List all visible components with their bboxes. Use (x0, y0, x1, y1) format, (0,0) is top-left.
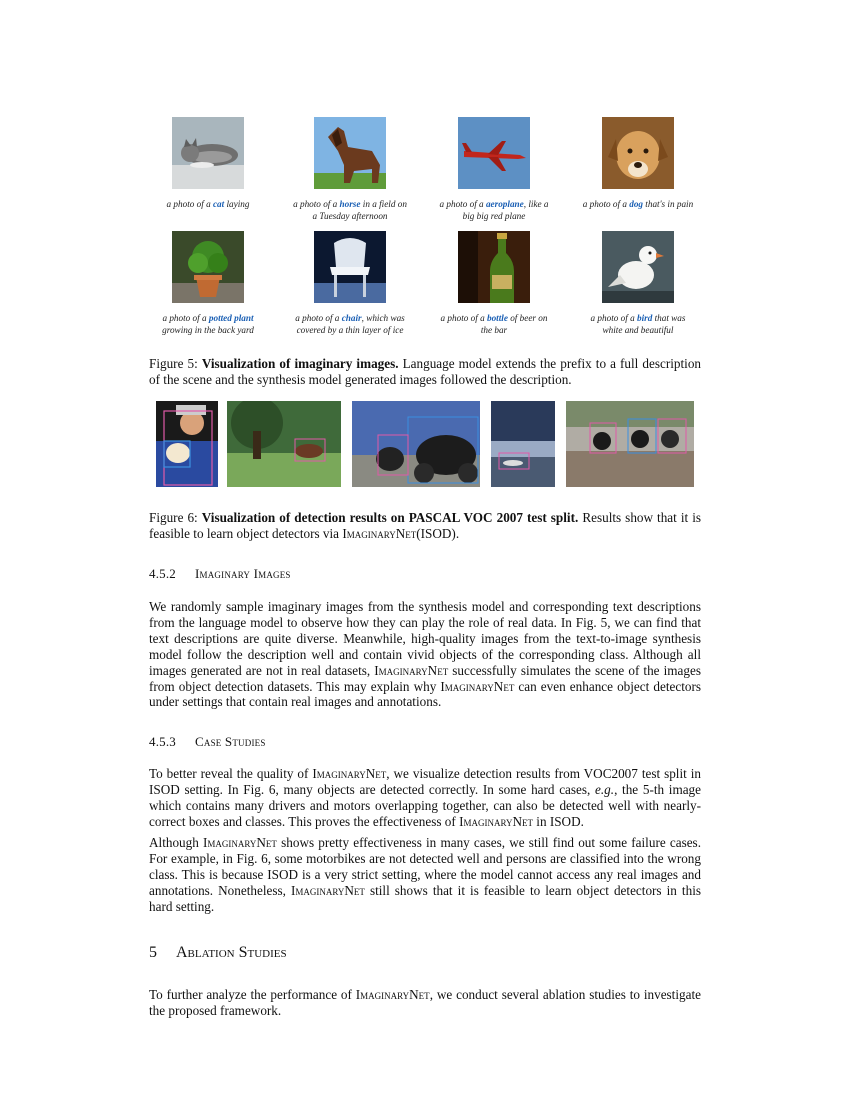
figure-6-title: Visualization of detection results on PASCAL VOC 2007 test split. (201, 510, 579, 525)
section-4-5-3-paragraph-2: Although ImaginaryNet shows pretty effectiveness in many cases, we still find out some failure cases. For example, in Fig. 6, some motorbikes are not detected well and persons are classified into the wrong class. This is because ISOD is a very strict setting, where the model cannot access any real images and annotations. Nonetheless, ImaginaryNet still shows that it is feasible to learn object detectors in this hard setting. (149, 835, 701, 914)
detection-image-5 (566, 401, 694, 487)
figure-5-item-cat: a photo of a cat laying (143, 117, 273, 210)
aeroplane-image (458, 117, 530, 189)
bottle-image (458, 231, 530, 303)
method-name: ImaginaryNet (342, 526, 417, 541)
section-4-5-2-paragraph: We randomly sample imaginary images from the synthesis model and corresponding text descriptions from the language model to observe how they can play the role of real data. In Fig. 5, we can find that text descriptions are quite diverse. Meanwhile, high-quality images from the text-to-image synthesis model follow the description well and contain vivid objects of the corresponding class. Although all images generated are not in real datasets, ImaginaryNet successfully simulates the scene of the images from object detection datasets. This may explain why ImaginaryNet can even enhance object detectors under settings that contain real images and annotations. (149, 599, 701, 710)
figure-6-caption: Figure 6: Visualization of detection results on PASCAL VOC 2007 test split. Results show that it is feasible to learn object detectors via ImaginaryNet(ISOD). (149, 510, 702, 541)
figure-5-item-dog: a photo of a dog that's in pain (573, 117, 703, 210)
keyword-aeroplane: aeroplane (485, 199, 524, 209)
figure-5-item-horse: a photo of a horse in a field on a Tuesday afternoon (285, 117, 415, 222)
section-4-5-3-heading: 4.5.3 Case Studies (149, 734, 266, 749)
figure-5-title: Visualization of imaginary images. (201, 356, 399, 371)
section-4-5-3-paragraph-1: To better reveal the quality of ImaginaryNet, we visualize detection results from VOC2007 test split in ISOD setting. In Fig. 6, many objects are detected correctly. In some hard cases, e.g., the 5-th image which contains many drivers and motors overlapping together, can also be detected well with nearly-correct boxes and classes. This proves the effectiveness of ImaginaryNet in ISOD. (149, 766, 702, 829)
section-5-heading: 5 Ablation Studies (149, 944, 287, 961)
chair-image (314, 231, 386, 303)
cat-image (172, 117, 244, 189)
section-5-paragraph: To further analyze the performance of ImaginaryNet, we conduct several ablation studies to investigate the proposed framework. (149, 987, 701, 1018)
keyword-cat: cat (212, 199, 225, 209)
figure-5-row-1 (143, 117, 708, 227)
figure-5-row-2 (143, 231, 708, 341)
figure-5 (143, 117, 708, 341)
potted-plant-image (172, 231, 244, 303)
figure-5-item-bottle: a photo of a bottle of beer on the bar (429, 231, 559, 336)
keyword-bird: bird (636, 313, 653, 323)
keyword-potted-plant: potted plant (208, 313, 254, 323)
dog-image (602, 117, 674, 189)
detection-image-2 (227, 401, 341, 487)
figure-5-item-aeroplane: a photo of a aeroplane, like a big big red plane (429, 117, 559, 222)
detection-image-3 (352, 401, 480, 487)
figure-5-caption: Figure 5: Visualization of imaginary images. Language model extends the prefix to a full description of the scene and the synthesis model generated images followed the description. (149, 356, 702, 387)
keyword-chair: chair (341, 313, 362, 323)
keyword-horse: horse (339, 199, 361, 209)
detection-image-4 (491, 401, 555, 487)
horse-image (314, 117, 386, 189)
detection-image-1 (156, 401, 218, 487)
bird-image (602, 231, 674, 303)
keyword-bottle: bottle (486, 313, 508, 323)
section-4-5-2-heading: 4.5.2 Imaginary Images (149, 566, 291, 581)
figure-6 (156, 401, 696, 489)
figure-5-item-bird: a photo of a bird that was white and beautiful (573, 231, 703, 336)
figure-5-item-potted-plant: a photo of a potted plant growing in the back yard (143, 231, 273, 336)
keyword-dog: dog (629, 199, 643, 209)
figure-5-item-chair: a photo of a chair, which was covered by a thin layer of ice (285, 231, 415, 336)
